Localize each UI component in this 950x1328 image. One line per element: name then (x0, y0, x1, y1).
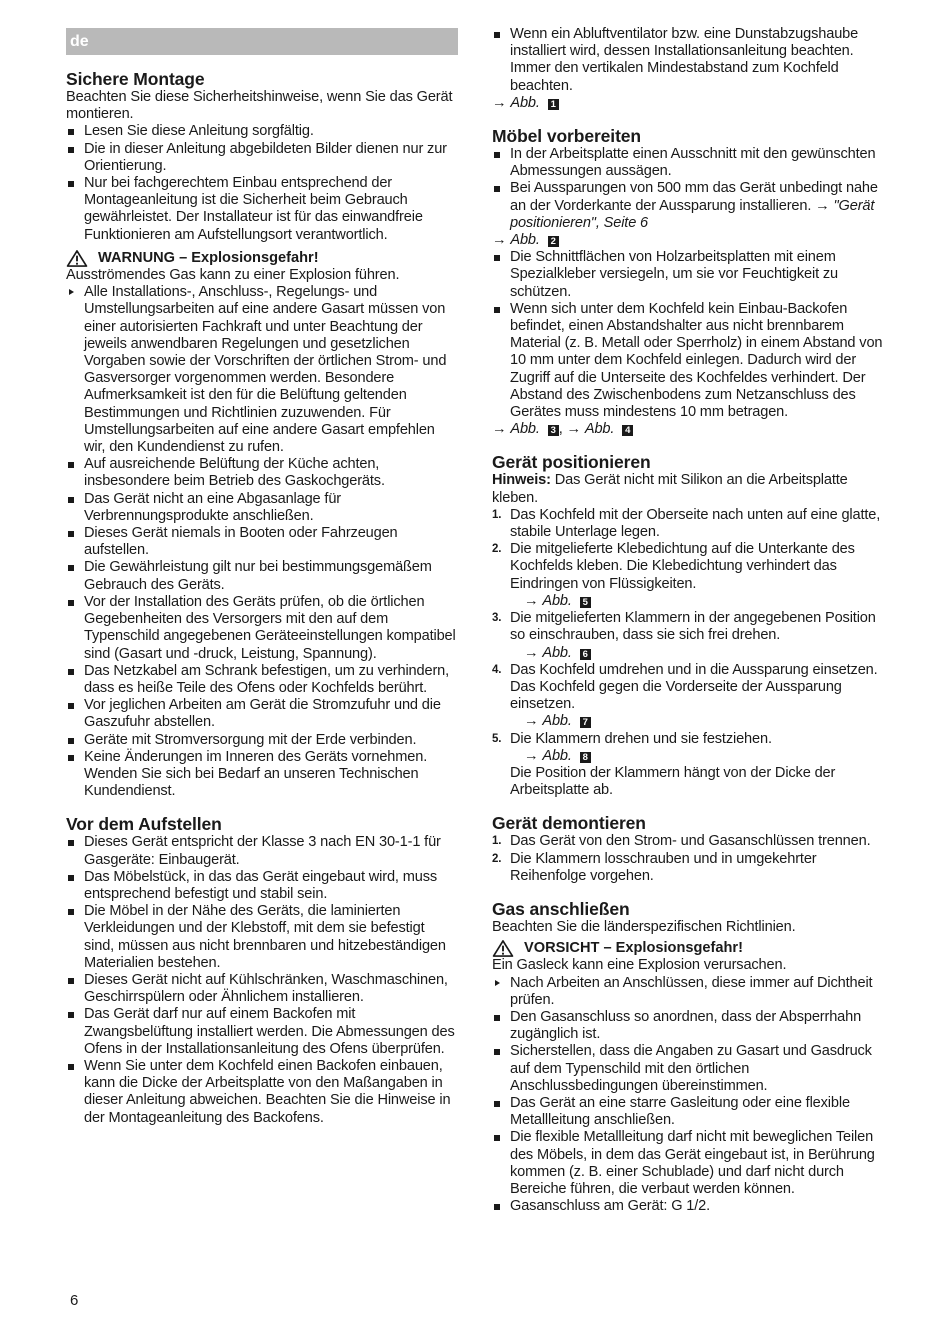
list-item: Alle Installations-, Anschluss-, Regelungs- und Umstellungsarbeiten auf eine andere Gasart müssen von einer autorisierten Fachkraft und unter Beachtung der jeweils anwendbaren Regelungen und gesetzlichen Vorgaben sowie der Vorschriften der örtlichen Strom- und Gasversorger vorgenommen werden. Besondere Aufmerksamkeit ist den für die Belüftung geltenden Bestimmungen und Richtlinien zuzuwenden. Für Umstellungsarbeiten auf eine andere Gasart empfehlen wir, den Kundendienst zu rufen. (66, 284, 458, 456)
figure-reference: → Abb. 3 , → Abb. 4 (492, 421, 884, 438)
list-item: Das Netzkabel am Schrank befestigen, um zu verhindern, dass es heiße Teile des Ofens oder Kochfelds berührt. (66, 663, 458, 697)
figure-label: Abb. (542, 644, 572, 661)
arrow-icon: → (524, 644, 539, 661)
arrow-icon: → (492, 421, 507, 438)
figure-label: Abb. (510, 232, 540, 249)
step-item (492, 833, 884, 850)
step-note: Die Position der Klammern hängt von der Dicke der Arbeitsplatte ab. (510, 764, 836, 799)
bullet-list (66, 456, 458, 800)
list-item: Wenn sich unter dem Kochfeld kein Einbau-Backofen befindet, einen Abstandshalter aus nicht brennbarem Material (z. B. Metall oder Sperrholz) in einem Abstand von 10 mm unter dem Kochfeld einlegen. Dadurch wird der Zugriff auf die Unterseite des Kochfeldes verhindert. Der Abstand des Zwischenbodens zum Netzanschluss des Gerätes muss mindestens 10 mm betragen. (492, 301, 884, 421)
step-text: Die Klammern losschrauben und in umgekehrter Reihenfolge vorgehen. (510, 850, 817, 884)
list-item: Sicherstellen, dass die Angaben zu Gasart und Gasdruck auf dem Typenschild mit den örtlichen Anschlussbedingungen übereinstimmen. (492, 1043, 884, 1095)
list-item: Gasanschluss am Gerät: G 1/2. (492, 1198, 884, 1215)
list-item: Keine Änderungen im Inneren des Geräts vornehmen. Wenden Sie sich bei Bedarf an unseren Technischen Kundendienst. (66, 749, 458, 801)
list-item: Auf ausreichende Belüftung der Küche achten, insbesondere beim Betrieb des Gaskochgeräts. (66, 456, 458, 490)
list-item: Vor jeglichen Arbeiten am Gerät die Stromzufuhr und die Gaszufuhr abstellen. (66, 697, 458, 731)
list-item: Die Schnittflächen von Holzarbeitsplatten mit einem Spezialkleber versiegeln, um sie vor Feuchtigkeit zu schützen. (492, 249, 884, 301)
list-item: Lesen Sie diese Anleitung sorgfältig. (66, 123, 458, 140)
step-number: 3. (492, 612, 502, 625)
list-item: Wenn ein Abluftventilator bzw. eine Dunstabzugshaube installiert wird, dessen Installationsanleitung beachten. Immer den vertikalen Mindestabstand zum Kochfeld beachten. (492, 26, 884, 95)
figure-reference (510, 593, 884, 610)
bullet-list (492, 1009, 884, 1215)
arrow-icon: → (492, 232, 507, 249)
step-number: 2. (492, 852, 502, 865)
hint-label: Hinweis: (492, 472, 551, 489)
list-item (492, 180, 884, 232)
figure-reference (492, 232, 884, 249)
bullet-list (66, 834, 458, 1126)
caution-heading (492, 940, 884, 957)
list-item: Den Gasanschluss so anordnen, dass der Absperrhahn zugänglich ist. (492, 1009, 884, 1043)
action-list (66, 284, 458, 456)
step-text: Das Kochfeld mit der Oberseite nach unten auf eine glatte, stabile Unterlage legen. (510, 506, 881, 541)
step-number: 5. (492, 732, 502, 745)
list-item: Das Gerät nicht an eine Abgasanlage für Verbrennungsprodukte anschließen. (66, 491, 458, 525)
list-item: Wenn Sie unter dem Kochfeld einen Backofen einbauen, kann die Dicke der Arbeitsplatte von den Maßangaben in dieser Anleitung abweichen. Beachten Sie die Hinweise in der Montageanleitung des Backofens. (66, 1058, 458, 1127)
section-title-sichere-montage: Sichere Montage (66, 69, 205, 89)
figure-number-badge: 1 (548, 99, 559, 110)
list-item: Nach Arbeiten an Anschlüssen, diese immer auf Dichtheit prüfen. (492, 975, 884, 1009)
list-item: Dieses Gerät entspricht der Klasse 3 nach EN 30-1-1 für Gasgeräte: Einbaugerät. (66, 834, 458, 868)
list-item: Die flexible Metallleitung darf nicht mit beweglichen Teilen des Möbels, in dem das Gerät eingebaut ist, in Berührung kommen (z. B. einer Schublade) und darf nicht durch Bereiche führen, die verbaut werden können. (492, 1129, 884, 1198)
arrow-icon: → (492, 94, 507, 111)
warning-triangle-icon (492, 940, 514, 957)
figure-label: Abb. (542, 592, 572, 609)
list-item-text: Bei Aussparungen von 500 mm das Gerät unbedingt nahe an der Vorderkante der Aussparung installieren. (510, 180, 878, 214)
step-text: Das Gerät von den Strom- und Gasanschlüssen trennen. (510, 833, 871, 850)
list-item: In der Arbeitsplatte einen Ausschnitt mit den gewünschten Abmessungen aussägen. (492, 146, 884, 180)
caution-text: Ein Gasleck kann eine Explosion verursachen. (492, 957, 787, 974)
step-item (492, 541, 884, 610)
step-text: Das Kochfeld umdrehen und in die Aussparung einsetzen. Das Kochfeld gegen die Vorderseite der Aussparung einsetzen. (510, 661, 878, 713)
step-text: Die mitgelieferten Klammern in der angegebenen Position so einschrauben, dass sie sich frei drehen. (510, 610, 876, 644)
figure-number-badge: 8 (580, 752, 591, 763)
section-title-gas-anschliessen: Gas anschließen (492, 898, 630, 919)
figure-number-badge: 5 (580, 597, 591, 608)
bullet-list (492, 26, 884, 95)
hint (492, 472, 884, 506)
figure-number-badge: 7 (580, 717, 591, 728)
step-text: Die mitgelieferte Klebedichtung auf die Unterkante des Kochfelds kleben. Die Klebedichtung verhindert das Eindringen von Flüssigkeiten. (510, 541, 855, 592)
figure-number-badge: 6 (580, 649, 591, 660)
arrow-icon: → (566, 421, 581, 438)
numbered-list (492, 507, 884, 799)
list-item: Die Möbel in der Nähe des Geräts, die laminierten Verkleidungen und der Klebstoff, mit dem sie befestigt sind, müssen aus nicht brennbaren und hitzebeständigen Materialien bestehen. (66, 903, 458, 972)
language-bar: de (66, 28, 458, 55)
figure-reference (510, 645, 884, 662)
warning-title: WARNUNG – Explosionsgefahr! (98, 249, 319, 266)
section-title-geraet-demontieren: Gerät demontieren (492, 813, 646, 834)
list-item: Dieses Gerät niemals in Booten oder Fahrzeugen aufstellen. (66, 525, 458, 559)
figure-number-badge: 2 (548, 236, 559, 247)
figure-label: Abb. (542, 713, 572, 730)
figure-label: Abb. (510, 421, 540, 438)
list-item: Das Gerät darf nur auf einem Backofen mit Zwangsbelüftung installiert werden. Die Abmessungen des Ofens in der Installationsanleitung des Ofens überprüfen. (66, 1006, 458, 1058)
list-item: Nur bei fachgerechtem Einbau entsprechend der Montageanleitung ist die Sicherheit beim Gebrauch gewährleistet. Der Installateur ist für das einwandfreie Funktionieren am Aufstellungsort verantwortlich. (66, 175, 458, 244)
step-text: Die Klammern drehen und sie festziehen. (510, 730, 772, 747)
list-item: Die in dieser Anleitung abgebildeten Bilder dienen nur zur Orientierung. (66, 141, 458, 175)
figure-number-badge: 3 (548, 425, 559, 436)
bullet-list (66, 123, 458, 243)
numbered-list (492, 833, 884, 885)
figure-number-badge: 4 (622, 425, 633, 436)
step-item (492, 731, 884, 800)
step-item (492, 851, 884, 885)
right-column (492, 26, 884, 1215)
left-column (66, 28, 458, 1127)
figure-reference (510, 748, 884, 765)
step-item (492, 662, 884, 731)
action-list (492, 975, 884, 1009)
step-item (492, 610, 884, 662)
step-number: 4. (492, 663, 502, 676)
warning-heading (66, 250, 458, 267)
step-number: 2. (492, 543, 502, 556)
figure-label: Abb. (542, 747, 572, 764)
step-number: 1. (492, 508, 502, 521)
warning-triangle-icon (66, 250, 88, 267)
bullet-list (492, 249, 884, 421)
step-number: 1. (492, 835, 502, 848)
arrow-icon: → (524, 747, 539, 764)
page-number: 6 (70, 1292, 79, 1309)
figure-label: Abb. (584, 421, 615, 438)
section-title-moebel-vorbereiten: Möbel vorbereiten (492, 126, 642, 147)
figure-label: Abb. (510, 94, 540, 111)
section-intro: Beachten Sie die länderspezifischen Richtlinien. (492, 918, 796, 935)
warning-text: Ausströmendes Gas kann zu einer Explosion führen. (66, 267, 400, 284)
list-item: Vor der Installation des Geräts prüfen, ob die örtlichen Gegebenheiten des Versorgers mit den auf dem Typenschild angegebenen Geräteeinstellungen kompatibel sind (Gasart und -druck, Leistung, Spannung). (66, 594, 458, 663)
section-title-geraet-positionieren: Gerät positionieren (492, 452, 651, 473)
list-item: Dieses Gerät nicht auf Kühlschränken, Waschmaschinen, Geschirrspülern oder Ähnlichem installieren. (66, 972, 458, 1006)
figure-reference (510, 713, 884, 730)
section-intro: Beachten Sie diese Sicherheitshinweise, wenn Sie das Gerät montieren. (66, 89, 453, 123)
figure-reference (492, 95, 884, 112)
list-item: Die Gewährleistung gilt nur bei bestimmungsgemäßem Gebrauch des Geräts. (66, 559, 458, 593)
arrow-icon: → (524, 592, 539, 609)
arrow-icon: → (524, 713, 539, 730)
step-item (492, 507, 884, 541)
list-item: Geräte mit Stromversorgung mit der Erde verbinden. (66, 732, 458, 749)
caution-title: VORSICHT – Explosionsgefahr! (524, 940, 743, 957)
cross-reference-link[interactable]: → "Gerät positionieren", Seite 6 (510, 197, 875, 231)
list-item: Das Möbelstück, in das das Gerät eingebaut wird, muss entsprechend befestigt und stabil sein. (66, 869, 458, 903)
bullet-list (492, 146, 884, 232)
hint-text: Das Gerät nicht mit Silikon an die Arbeitsplatte kleben. (492, 472, 848, 506)
list-item: Das Gerät an eine starre Gasleitung oder eine flexible Metallleitung anschließen. (492, 1095, 884, 1129)
section-title-vor-dem-aufstellen: Vor dem Aufstellen (66, 814, 222, 835)
